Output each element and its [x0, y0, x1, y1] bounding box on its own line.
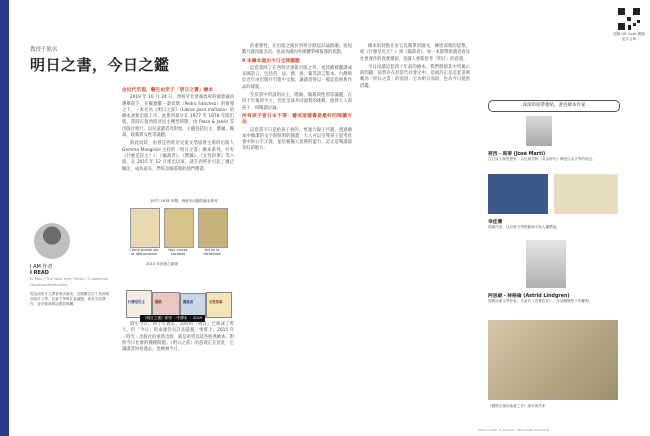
- person-name: 阿思緹・林格倫 (Astrid Lindgren): [488, 294, 570, 299]
- shelf-book-title: 獨裁者: [183, 300, 194, 304]
- subhead-1: 4 本繪本道出今日全球議題: [242, 58, 300, 64]
- page-title: 明日之書，今日之鑑: [30, 56, 170, 74]
- shelf-book-title: 階級: [155, 300, 162, 304]
- kicker: 教授不點名: [30, 47, 58, 53]
- portrait-jose-marti: [526, 116, 552, 146]
- shelf-book-title: 什麼是民主: [128, 300, 145, 304]
- column-1-heading: 由近代至現，藝生由至子「明日之書」繪本: [122, 88, 214, 93]
- avatar: [34, 223, 70, 259]
- book-cover: [130, 208, 160, 248]
- column-3-paragraph: 的重要性，在出版之後於西班牙掀起討論熱潮，短短數月就再版多次，也成為國內外媒體爭相報導的焦點。: [242, 44, 352, 56]
- sidebar-box: [478, 100, 638, 432]
- book-cover-image: [488, 174, 548, 214]
- column-2-paragraph: 時至今日，四十年過去，當時的「明日」已經成了昨天，但「今日」的命運仍有許多隱憂。事實上，2015 年「時光」出版社的重新出版，就是希望以這些經典繪本，對照今日社會的種種問題。《明日之書》的意義正在於此：它讓讀者回看過去，也檢視今日。: [122, 322, 234, 353]
- person-desc: 瑞典作家，以兒童文學推動和平與人權價值。: [488, 225, 560, 229]
- shelf-book-title: 女性的事: [209, 300, 223, 304]
- book-cover: [198, 208, 228, 248]
- book-title: Hay clases sociales: [168, 248, 188, 256]
- author-bio: 現為西班牙文譯者與評論者，長期關注拉丁美洲與西班牙文學、兒童文學與社會議題，著有多部譯作，並於報章雜誌撰寫專欄。: [30, 292, 110, 307]
- subhead-2: 所有孩子皆日本不等：養成這樣書是最好的閱讀方法: [242, 113, 352, 126]
- column-4: [360, 44, 470, 92]
- accent-bar: [0, 0, 9, 436]
- author-sub: El País / The New York Times / Cuadernos Hispanoamericanos: [30, 276, 108, 287]
- photo-credit: Photo Credit: © Amazon / Wikimedia Commons: [478, 428, 550, 432]
- sidebar-caption: 《國際兒童的童書之作》繪本與作家: [488, 404, 546, 408]
- illustration-image: [488, 320, 618, 400]
- book-cover: [164, 208, 194, 248]
- qr-caption: 掃描 QR Code 閱讀更多文章: [613, 32, 645, 41]
- author-name: I READ: [30, 270, 49, 276]
- person-desc: 瑞典兒童文學作家，代表作《長襪皮皮》，作品關懷孩子的權利。: [488, 299, 593, 303]
- column-3: [242, 44, 352, 155]
- column-1-paragraph: 2019 年 10 月 24 日，西班牙社會黨政府的國會議員選舉前夕，在佩德羅・桑切斯（Pedro Sánchez）的領導之下，一本名為《明日之書》（Libros para mañana）的繪本重新出版上市。此系列最早在 1977 至 1978 年間出版，當時正值西班牙民主轉型時期，由 Plaza & Janés 等出版社發行，以兒童讀者為對象，主題包括民主、階級、獨裁、政黨與女性等議題。: [122, 95, 234, 139]
- portrait-astrid-lindgren: [526, 240, 566, 288]
- qr-code-icon[interactable]: [618, 8, 640, 30]
- figure-caption: 1977-1978 年間，西班牙出版的繪本系列: [150, 199, 218, 203]
- shelf-book: [126, 290, 152, 318]
- shelf-label: 《明日之書》系列 ・中譯本 ・ 2019: [140, 315, 205, 322]
- column-4-paragraph: 繪本的特點在於它以簡單的圖文，傳達深刻的思想。從《什麼是民主？》到《獨裁者》，每一本都帶領讀者看見社會運作的真實樣貌，也讓人重新思考「明日」的意義。: [360, 44, 470, 62]
- column-4-paragraph: 今日再讀這套四十年前的繪本，我們發現其中所揭示的問題，依然存在於當代社會之中。這或許正是這套書被稱為「明日之書」的原因：它為明日而寫，也為今日提供借鑑。: [360, 64, 470, 89]
- book-title: Cómo puede ser la democracia: [129, 248, 159, 256]
- sidebar-title: 深深的紐帶連結，著名繪本作家: [488, 100, 620, 112]
- shelf-book: [206, 292, 232, 318]
- book-cover-image: [554, 174, 618, 214]
- author-label: I AM 作者: [30, 264, 53, 270]
- new-edition-label: 2015 年出版之新版: [146, 262, 178, 266]
- column-3-paragraph: 這套書除了在西班牙重新出版之外，也陸續被翻譯成多國語言，包括英、法、德、義、葡等語言版本。台灣則於近年由出版社引進中文版，讓讀者得以一窺這套經典作品的樣貌。: [242, 65, 352, 90]
- author-head: [30, 264, 110, 288]
- column-2: [122, 322, 234, 355]
- column-1: [122, 88, 234, 175]
- column-3-paragraph: 這套書不只是給孩子看的，更適合親子共讀。透過繪本中簡潔的文字與鮮明的插畫，大人可以引導孩子思考社會中的公平正義，並培養獨立思辨的能力，這正是閱讀最美好的地方。: [242, 127, 352, 152]
- person-desc: 古巴詩人與思想家，以兒童刊物《黃金時代》傳達自由平等的理念。: [488, 157, 596, 161]
- column-3-paragraph: 至於書中所談的民主、階級、獨裁與性別等議題，在四十年後的今天，仍是全球共同面對的挑戰，值得大人與孩子一同閱讀討論。: [242, 93, 352, 111]
- book-title: Así es la dictadura: [203, 248, 221, 256]
- column-1-paragraph: 與此同時，由曾任西班牙兒童文學協會主席的出版人 Gemma Mangirón 主持的「明日之書」繪本系列，共有《什麼是民主？》、《獨裁者》、《階級》、《女性的事》等六冊，在 2015 年 12 月重出以來，就在西班牙引起了廣泛關注，成為家長、學校及圖書館的熱門選書。: [122, 141, 234, 172]
- person-name: 幸佳蕾: [488, 220, 503, 225]
- person-name: 荷西・馬蒂 (José Martí): [488, 152, 546, 157]
